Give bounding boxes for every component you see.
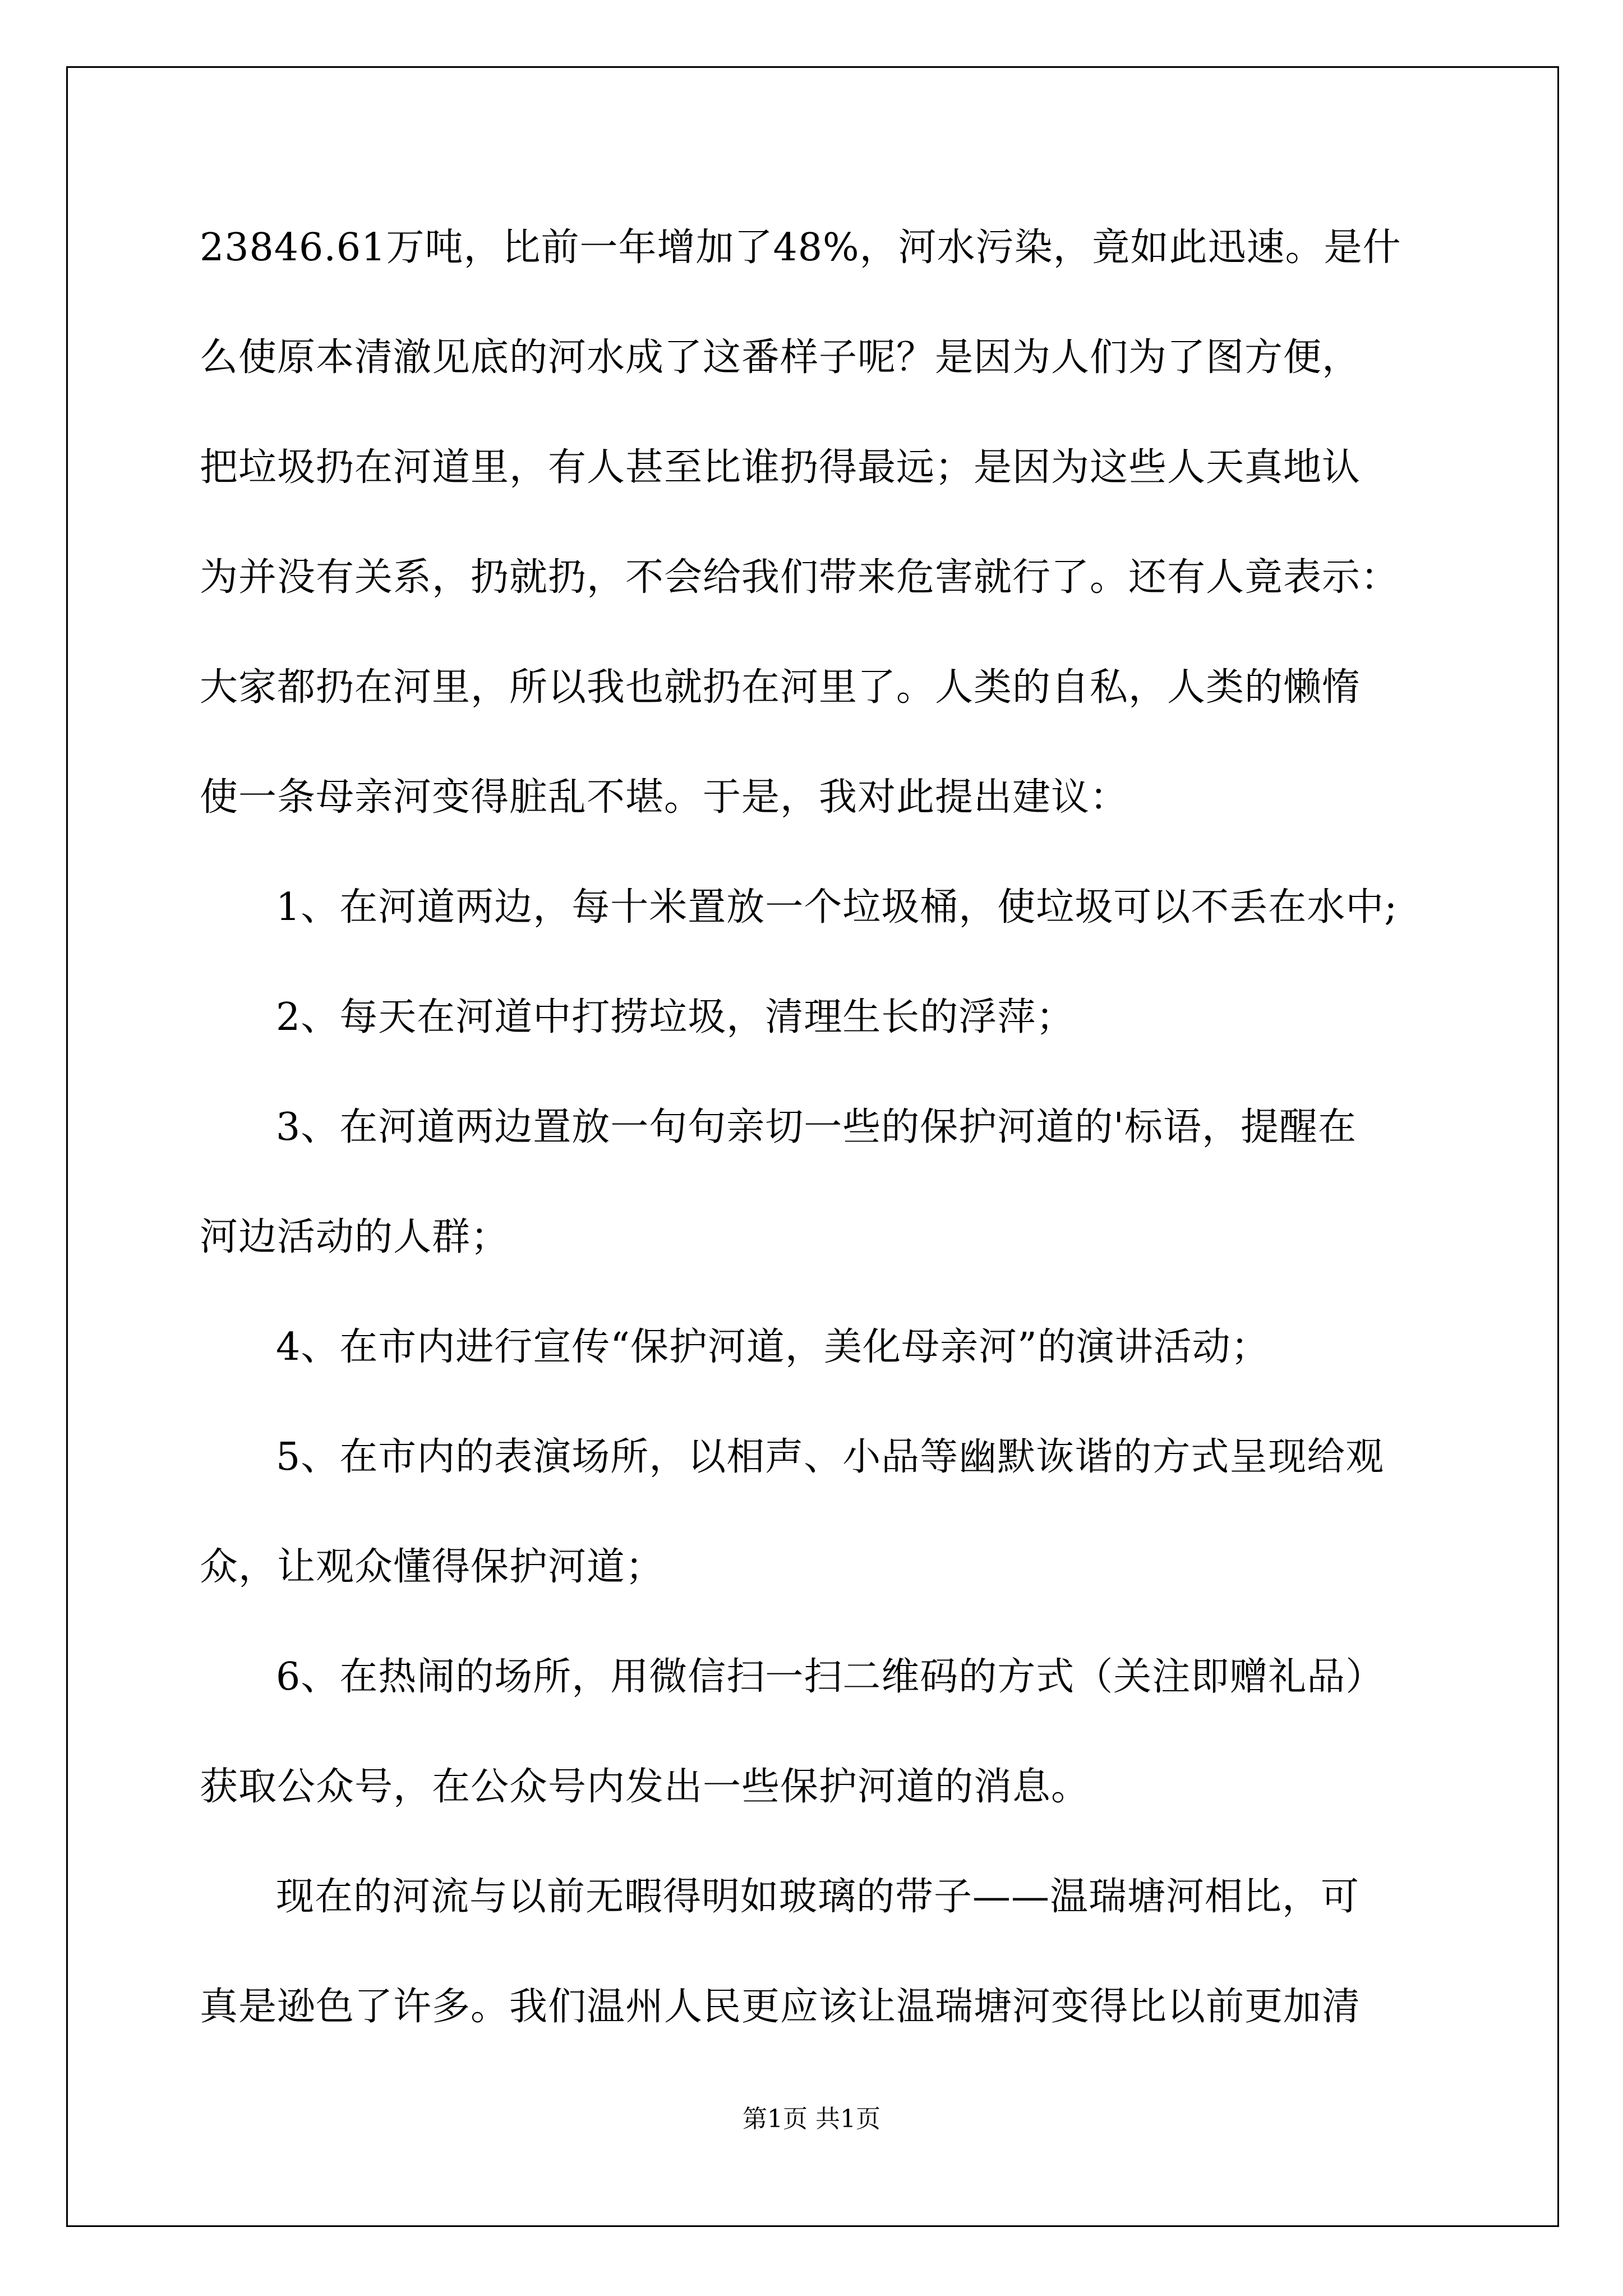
- list-item-3: 3、在河道两边置放一句句亲切一些的保护河道的'标语，提醒在: [276, 1105, 1357, 1149]
- paragraph-line: 使一条母亲河变得脏乱不堪。于是，我对此提出建议：: [200, 775, 1129, 820]
- paragraph-line: 大家都扔在河里，所以我也就扔在河里了。人类的自私，人类的懒惰: [200, 665, 1361, 710]
- paragraph-line: 23846.61万吨，比前一年增加了48%，河水污染，竟如此迅速。是什: [200, 226, 1401, 270]
- paragraph-line: 为并没有关系，扔就扔，不会给我们带来危害就行了。还有人竟表示：: [200, 555, 1400, 600]
- list-item-3-continued: 河边活动的人群；: [200, 1215, 510, 1259]
- paragraph-line: 现在的河流与以前无暇得明如玻璃的带子——温瑞塘河相比，可: [276, 1875, 1360, 1919]
- paragraph-line: 把垃圾扔在河道里，有人甚至比谁扔得最远；是因为这些人天真地认: [200, 445, 1361, 490]
- list-item-4: 4、在市内进行宣传“保护河道，美化母亲河”的演讲活动；: [276, 1325, 1270, 1369]
- list-item-6-continued: 获取公众号，在公众号内发出一些保护河道的消息。: [200, 1765, 1090, 1809]
- list-item-2: 2、每天在河道中打捞垃圾，清理生长的浮萍；: [276, 995, 1075, 1039]
- list-item-6: 6、在热闹的场所，用微信扫一扫二维码的方式（关注即赠礼品）: [276, 1655, 1385, 1699]
- paragraph-line: 真是逊色了许多。我们温州人民更应该让温瑞塘河变得比以前更加清: [200, 1985, 1361, 2029]
- list-item-1: 1、在河道两边，每十米置放一个垃圾桶，使垃圾可以不丢在水中;: [276, 885, 1398, 930]
- paragraph-line: 么使原本清澈见底的河水成了这番样子呢？是因为人们为了图方便，: [200, 335, 1361, 380]
- list-item-5-continued: 众，让观众懂得保护河道；: [200, 1545, 665, 1589]
- list-item-5: 5、在市内的表演场所，以相声、小品等幽默诙谐的方式呈现给观: [276, 1435, 1385, 1479]
- page-number: 第1页 共1页: [743, 2105, 880, 2133]
